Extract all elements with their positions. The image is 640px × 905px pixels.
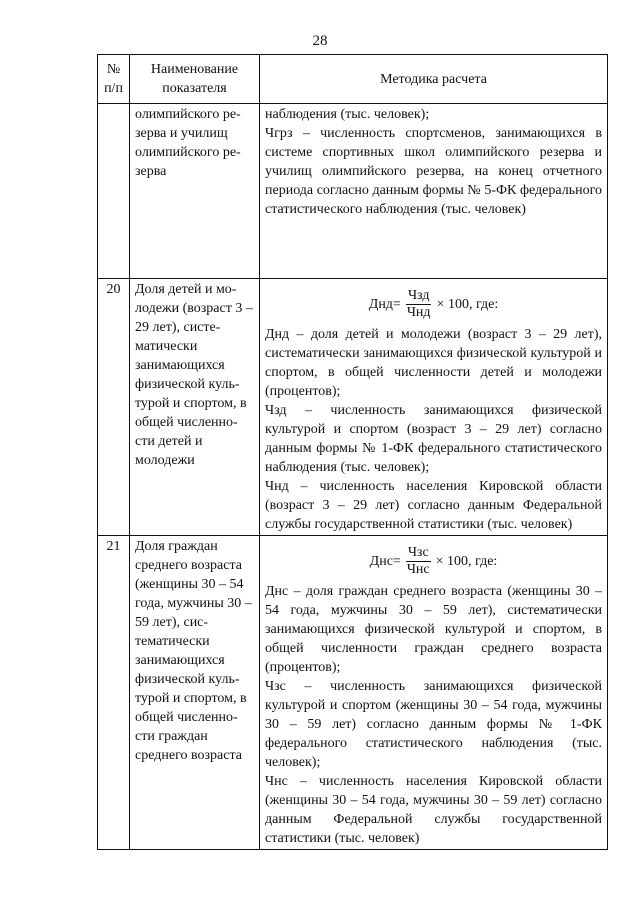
formula-fraction: [405, 545, 432, 578]
table-row: [98, 279, 608, 536]
formula-rhs: × 100, где:: [436, 297, 499, 312]
method-paragraph: Днд – доля детей и молодежи (возраст 3 – 29 лет), систематически занимающихся физической культурой и спортом, в общей численности детей и молодежи (процентов);: [265, 327, 602, 399]
method-paragraph: Чзс – численность занимающихся физической культурой и спортом (женщины 30 – 54 года, мужчины 30 – 59 лет) согласно данным формы № 1-ФК федерального статистического наблюдения (тыс. человек);: [265, 679, 602, 770]
row-num: [98, 104, 130, 279]
row-method: [260, 279, 608, 536]
formula-denominator: Чнс: [406, 562, 430, 577]
row-num: 20: [98, 279, 130, 536]
indicators-table: [97, 54, 608, 850]
table-row: [98, 536, 608, 850]
header-method: Методика расчета: [260, 55, 608, 104]
formula-numerator: Чзд: [407, 288, 430, 303]
header-num: № п/п: [98, 55, 130, 104]
formula-denominator: Чнд: [406, 305, 431, 320]
table-header-row: [98, 55, 608, 104]
formula-fraction: [405, 288, 433, 321]
formula-lhs: Днс=: [369, 554, 401, 569]
method-paragraph: Чгрз – численность спортсменов, занимающихся в системе спортивных школ олимпийского резерва и училищ олимпийского резерва, на конец отчетного периода согласно данным формы № 5-ФК федерального статистического наблюдения (тыс. человек): [265, 126, 602, 217]
row-method: [260, 104, 608, 279]
formula: [265, 545, 602, 578]
formula-lhs: Днд=: [368, 297, 401, 312]
row-num: 21: [98, 536, 130, 850]
method-paragraph: Чнд – численность населения Кировской области (возраст 3 – 29 лет) согласно данным Федеральной службы государственной статистики (тыс. человек): [265, 479, 602, 532]
row-name: Доля детей и мо-лодежи (возраст 3 – 29 лет), систе-матически занимающихся физической куль-турой и спортом, в общей численно-сти детей и молодежи: [130, 279, 260, 536]
row-name: Доля граждан среднего возраста (женщины 30 – 54 года, мужчины 30 – 59 лет), сис-тематически занимающихся физической куль-турой и спортом, в общей численно-сти граждан среднего возраста: [130, 536, 260, 850]
method-paragraph: Днс – доля граждан среднего возраста (женщины 30 – 54 года, мужчины 30 – 59 лет), систематически занимающихся физической культурой и спортом, в общей численности граждан среднего возраста (процентов);: [265, 584, 602, 675]
table-row: [98, 104, 608, 279]
formula-numerator: Чзс: [407, 545, 429, 560]
page-number: 28: [312, 33, 328, 49]
row-name: олимпийского ре-зерва и училищ олимпийского ре-зерва: [130, 104, 260, 279]
method-paragraph: Чнс – численность населения Кировской области (женщины 30 – 54 года, мужчины 30 – 59 лет) согласно данным Федеральной службы государственной статистики (тыс. человек): [265, 774, 602, 846]
formula: [265, 288, 602, 321]
method-paragraph: Чзд – численность занимающихся физической культурой и спортом (возраст 3 – 29 лет) согласно данным формы № 1-ФК федерального статистического наблюдения (тыс. человек);: [265, 403, 602, 475]
method-paragraph: наблюдения (тыс. человек);: [265, 107, 430, 122]
formula-rhs: × 100, где:: [435, 554, 498, 569]
row-method: [260, 536, 608, 850]
header-name: Наименование показателя: [130, 55, 260, 104]
